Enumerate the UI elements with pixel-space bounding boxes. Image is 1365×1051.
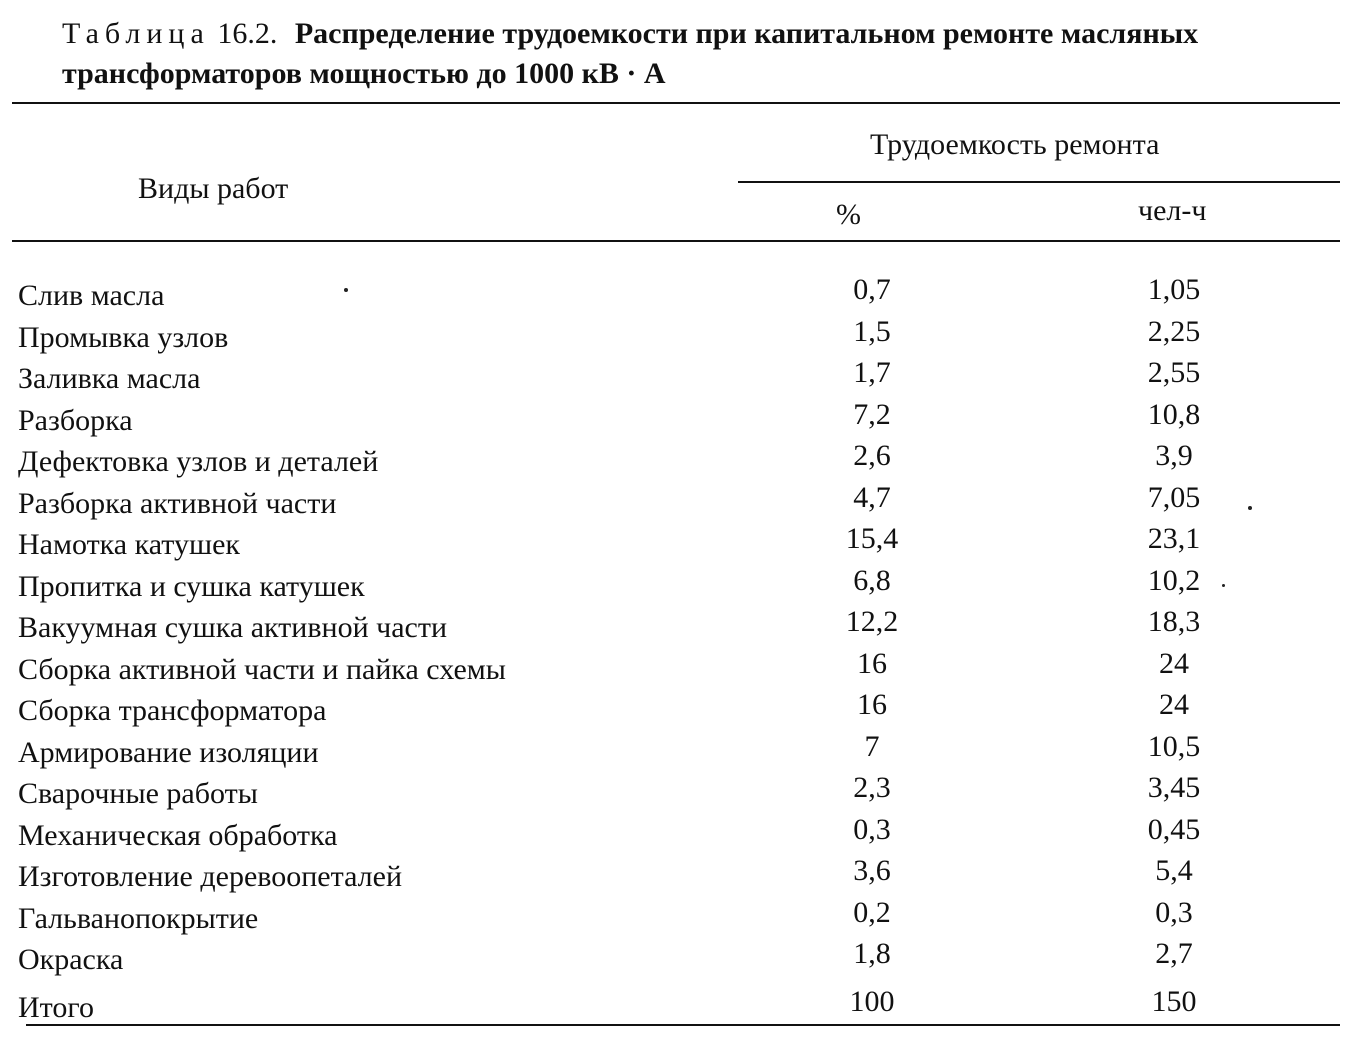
header-man-hours: чел-ч (1138, 194, 1207, 227)
table-row (0, 810, 1365, 852)
work-type: Вакуумная сушка активной части (18, 611, 448, 644)
work-type: Промывка узлов (18, 320, 229, 354)
percent-value: 0,3 (853, 812, 891, 846)
percent-value: 0,2 (853, 895, 891, 929)
man-hours-value: 2,55 (1147, 356, 1201, 389)
table-row (0, 644, 1365, 686)
header-labor-intensity: Трудоемкость ремонта (870, 128, 1160, 161)
percent-value: 1,5 (853, 314, 891, 348)
percent-value: 0,7 (853, 273, 891, 306)
caption-number: 16.2. (217, 17, 278, 50)
work-type: Армирование изоляции (18, 735, 319, 769)
table-row (0, 353, 1365, 395)
percent-value: 12,2 (845, 605, 899, 638)
table-row (0, 312, 1365, 354)
table-row (0, 436, 1365, 478)
man-hours-value: 10,2 (1147, 563, 1201, 597)
percent-value: 7,2 (853, 397, 891, 431)
work-type: Окраска (18, 943, 124, 976)
work-type: Дефектовка узлов и деталей (18, 445, 379, 478)
work-type: Намотка катушек (18, 528, 240, 561)
table-row (0, 519, 1365, 561)
man-hours-value: 24 (1159, 688, 1189, 721)
percent-value: 1,7 (853, 356, 891, 389)
table-row (0, 395, 1365, 437)
table-row (0, 602, 1365, 644)
table-row (0, 768, 1365, 810)
percent-value: 4,7 (853, 480, 891, 514)
man-hours-value: 0,45 (1147, 812, 1201, 846)
man-hours-value: 23,1 (1147, 522, 1201, 555)
total-percent: 100 (849, 984, 895, 1018)
table-row (0, 851, 1365, 893)
bottom-rule (26, 1024, 1340, 1026)
man-hours-value: 2,25 (1147, 314, 1201, 348)
man-hours-value: 7,05 (1147, 480, 1201, 514)
print-speck (1248, 506, 1252, 510)
table-body (0, 270, 1365, 1023)
percent-value: 7 (864, 729, 880, 763)
man-hours-value: 3,45 (1147, 771, 1201, 804)
top-rule (12, 102, 1340, 104)
header-percent: % (836, 198, 861, 231)
man-hours-value: 5,4 (1155, 854, 1193, 887)
percent-value: 15,4 (845, 522, 899, 555)
work-type: Сборка трансформатора (18, 694, 327, 727)
table-row (0, 685, 1365, 727)
percent-value: 6,8 (853, 563, 891, 597)
percent-value: 2,3 (853, 771, 891, 804)
man-hours-value: 3,9 (1155, 439, 1193, 472)
total-label: Итого (18, 990, 94, 1024)
table-row (0, 270, 1365, 312)
percent-value: 3,6 (853, 854, 891, 887)
percent-value: 16 (857, 688, 887, 721)
work-type: Пропитка и сушка катушек (18, 569, 365, 603)
table-row (0, 561, 1365, 603)
man-hours-value: 18,3 (1147, 605, 1201, 638)
man-hours-value: 24 (1159, 646, 1189, 680)
work-type: Слив масла (18, 279, 165, 312)
table-row (0, 478, 1365, 520)
work-type: Сварочные работы (18, 777, 258, 810)
work-type: Разборка (18, 403, 133, 437)
man-hours-value: 1,05 (1147, 273, 1201, 306)
header-group-rule (738, 181, 1340, 183)
header-work-types: Виды работ (138, 172, 289, 205)
percent-value: 2,6 (853, 439, 891, 472)
work-type: Разборка активной части (18, 486, 337, 520)
man-hours-value: 0,3 (1155, 895, 1193, 929)
work-type: Гальванопокрытие (18, 901, 259, 935)
print-speck (1222, 584, 1225, 587)
header-bottom-rule (12, 240, 1340, 242)
table-row (0, 893, 1365, 935)
work-type: Заливка масла (18, 362, 201, 395)
total-man-hours: 150 (1151, 984, 1197, 1018)
work-type: Механическая обработка (18, 818, 338, 852)
man-hours-value: 10,5 (1147, 729, 1201, 763)
table-caption (62, 14, 1322, 94)
caption-title: Распределение трудоемкости при капитальном ремонте масляных трансформаторов мощностью до 1000 кВ · А (62, 17, 1199, 90)
table-row (0, 727, 1365, 769)
percent-value: 16 (857, 646, 887, 680)
caption-prefix: Таблица (62, 17, 210, 50)
work-type: Сборка активной части и пайка схемы (18, 652, 506, 686)
total-row (0, 982, 1365, 1024)
man-hours-value: 10,8 (1147, 397, 1201, 431)
table-row (0, 934, 1365, 976)
percent-value: 1,8 (853, 937, 891, 970)
print-speck (344, 288, 348, 292)
man-hours-value: 2,7 (1155, 937, 1193, 970)
work-type: Изготовление деревоопеталей (18, 860, 402, 893)
